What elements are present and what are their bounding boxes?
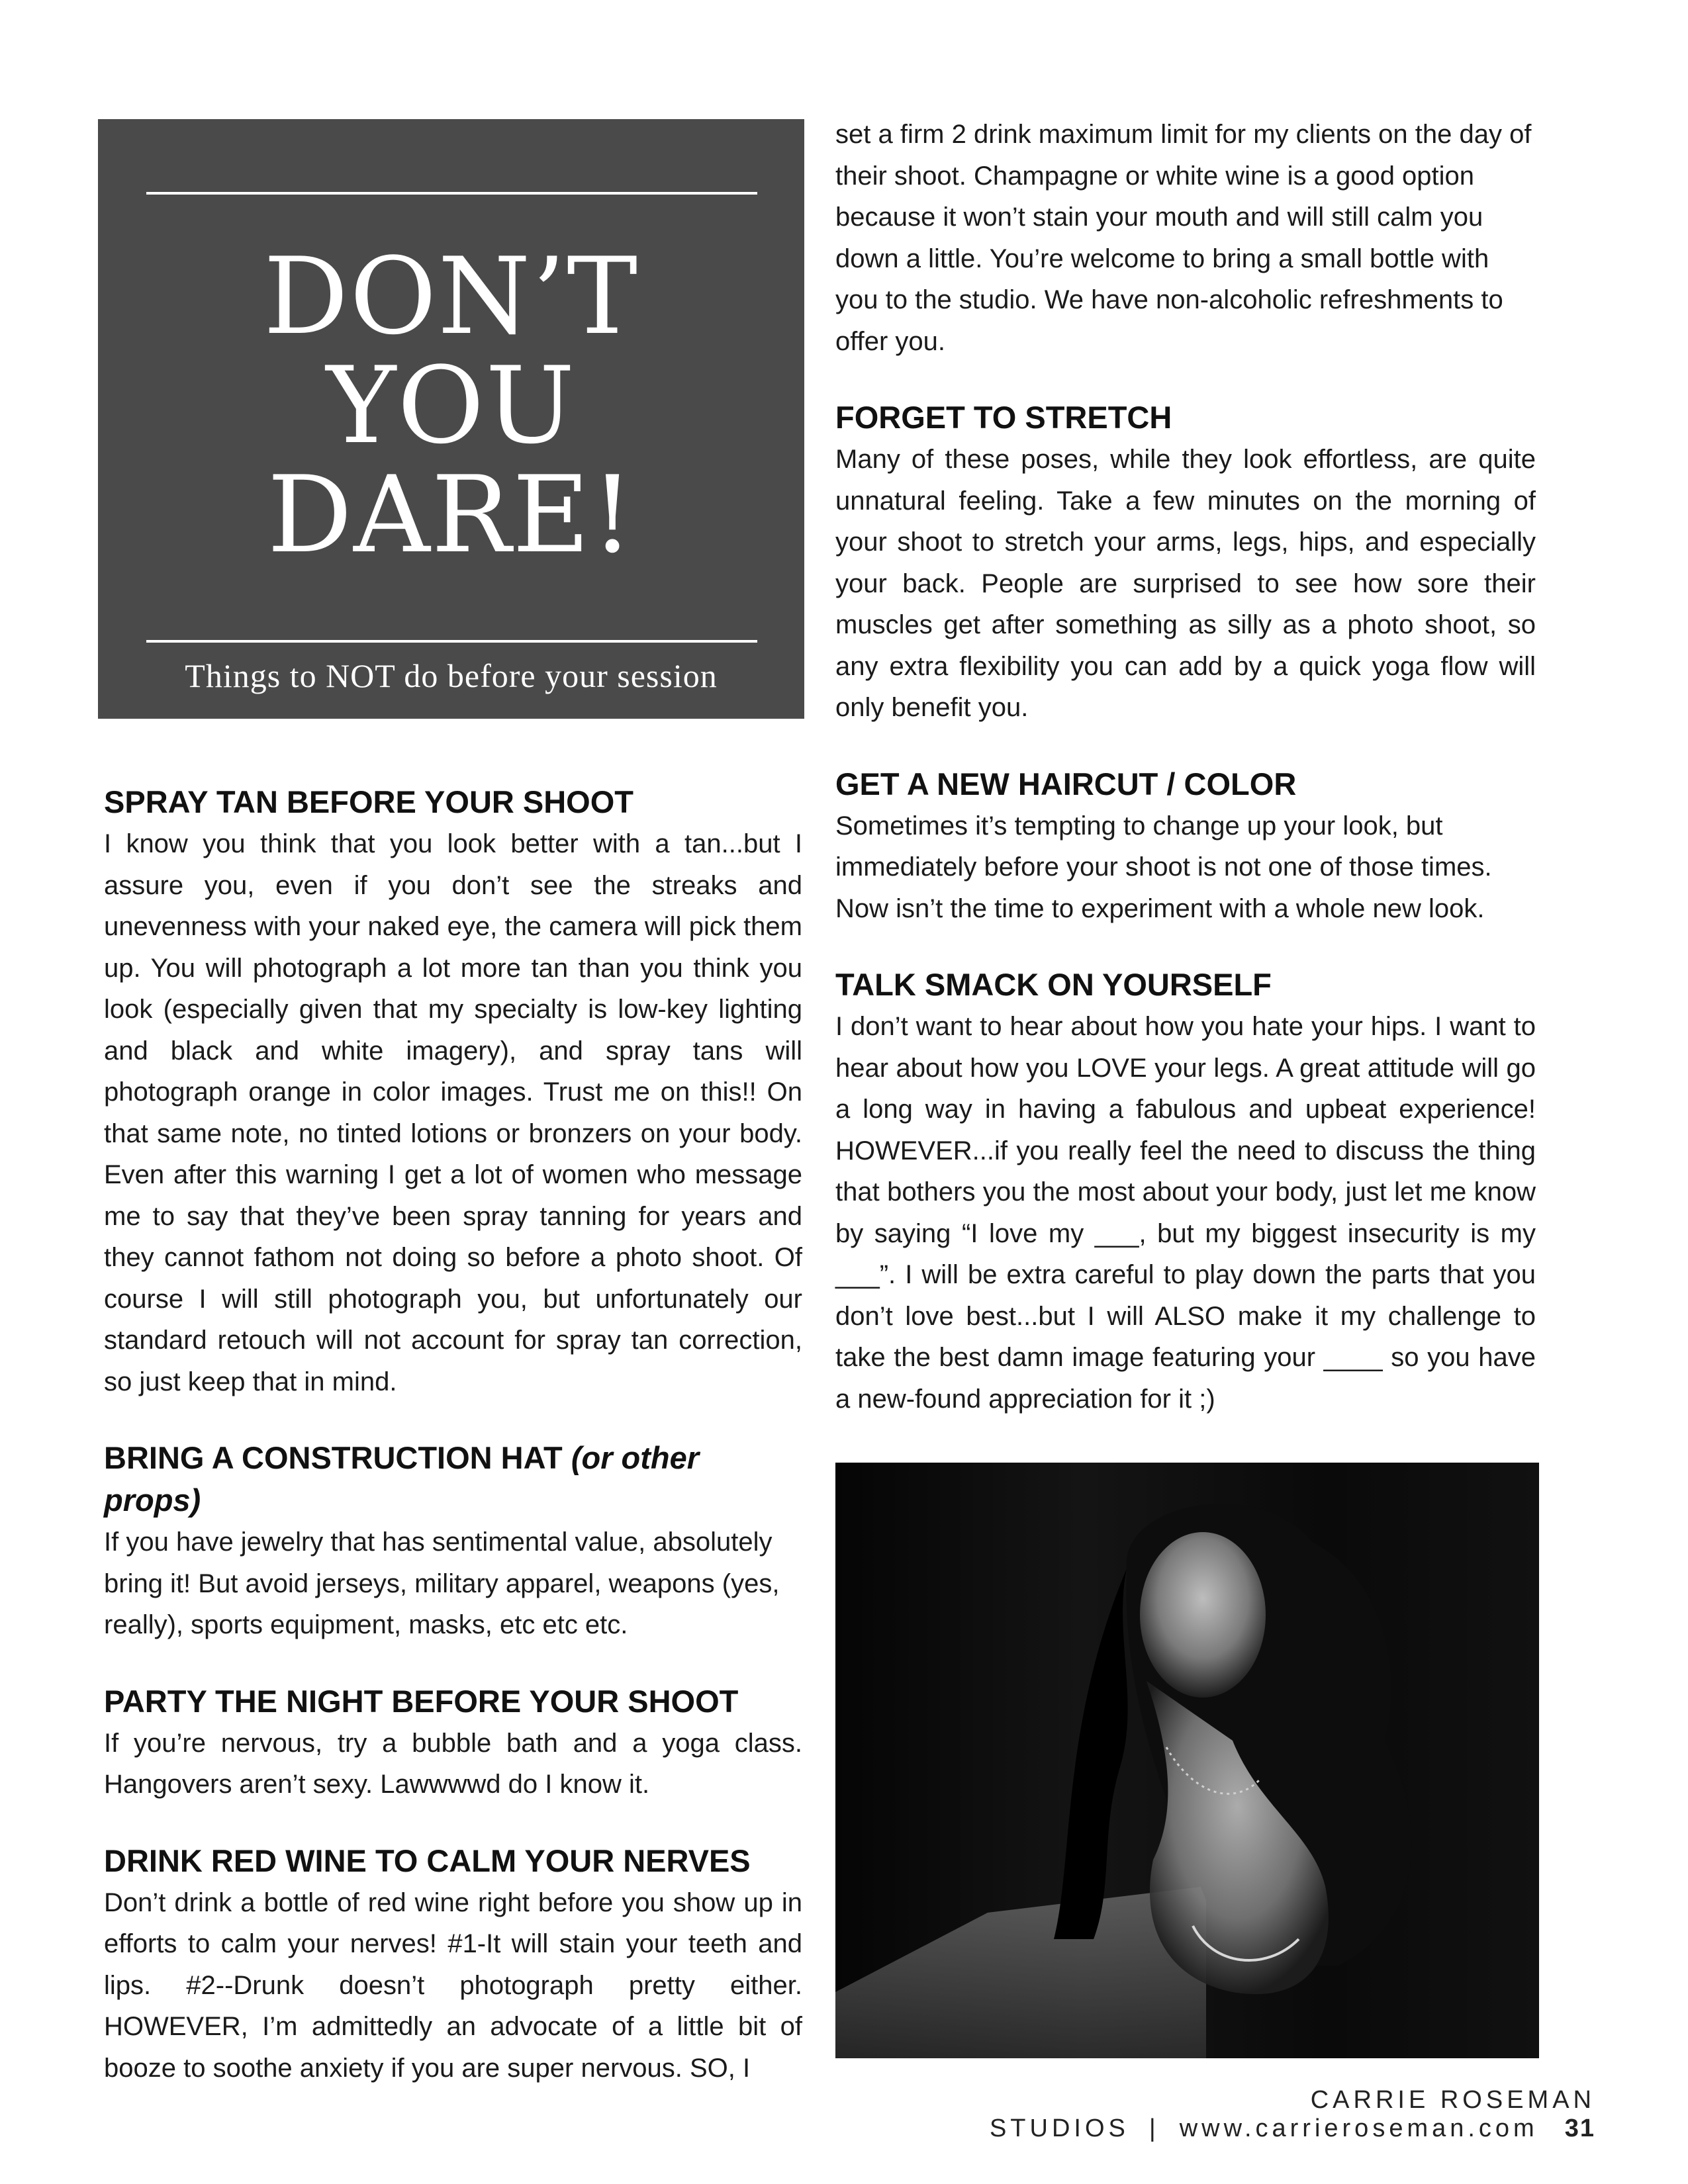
right-column bbox=[835, 114, 1536, 1454]
section-stretch bbox=[835, 396, 1536, 729]
portrait-photo bbox=[835, 1463, 1539, 2058]
left-column bbox=[104, 781, 802, 2123]
section-body: Sometimes it’s tempting to change up your look, but immediately before your shoot is not one of those times. Now isn’t the time to experiment with a whole new look. bbox=[835, 811, 1492, 923]
footer-separator: | bbox=[1149, 2115, 1160, 2142]
heading-text: BRING A CONSTRUCTION HAT bbox=[104, 1440, 563, 1475]
section-body: Don’t drink a bottle of red wine right before you show up in efforts to calm your nerves! #1-It will stain your teeth and lips. #2--Drunk doesn’t photograph pretty either. HOWEVER, I’m admittedly an advocate of a little bit of booze to soothe anxiety if you are super nervous. SO, I bbox=[104, 1888, 802, 2083]
section-heading: TALK SMACK ON YOURSELF bbox=[835, 967, 1272, 1002]
title-line: DARE! bbox=[267, 453, 635, 576]
title-line: YOU bbox=[326, 343, 577, 467]
page-title bbox=[98, 234, 804, 576]
title-line: DON’T bbox=[263, 234, 639, 358]
title-rule-top bbox=[146, 192, 757, 195]
section-body: I don’t want to hear about how you hate your hips. I want to hear about how you LOVE your legs. A great attitude will go a long way in having a fabulous and upbeat experience! HOWEVER...if you really feel the need to discuss the thing that bothers you the most about your body, just let me know by saying “I love my ___, but my biggest insecurity is my ___”. I will be extra careful to play down the parts that you don’t love best...but I will ALSO make it my challenge to take the best damn image featuring your ____ so you have a new-found appreciation for it ;) bbox=[835, 1012, 1536, 1414]
title-box bbox=[98, 119, 804, 719]
section-party bbox=[104, 1680, 802, 1805]
section-heading: FORGET TO STRETCH bbox=[835, 400, 1172, 435]
footer-website-link[interactable]: www.carrieroseman.com bbox=[1179, 2115, 1538, 2142]
section-heading: GET A NEW HAIRCUT / COLOR bbox=[835, 766, 1297, 801]
section-red-wine bbox=[104, 1840, 802, 2089]
section-heading: DRINK RED WINE TO CALM YOUR NERVES bbox=[104, 1843, 751, 1878]
section-heading: SPRAY TAN BEFORE YOUR SHOOT bbox=[104, 784, 634, 819]
section-body: If you’re nervous, try a bubble bath and a yoga class. Hangovers aren’t sexy. Lawwwwd do I know it. bbox=[104, 1728, 802, 1799]
section-haircut bbox=[835, 763, 1536, 930]
heading-italic-text: (or other props) bbox=[104, 1440, 700, 1518]
section-spray-tan bbox=[104, 781, 802, 1402]
page-subtitle: Things to NOT do before your session bbox=[185, 657, 718, 694]
section-construction-hat bbox=[104, 1437, 802, 1646]
page-footer bbox=[695, 2086, 1595, 2143]
footer-studio-name: CARRIE ROSEMAN STUDIOS bbox=[989, 2086, 1595, 2142]
section-continuation bbox=[835, 114, 1536, 362]
portrait-photo-graphic bbox=[835, 1463, 1539, 2058]
section-body: Many of these poses, while they look effortless, are quite unnatural feeling. Take a few minutes on the morning of your shoot to stretch your arms, legs, hips, and especially your back. People are surprised to see how sore their muscles get after something as silly as a photo shoot, so any extra flexibility you can add by a quick yoga flow will only benefit you. bbox=[835, 445, 1536, 722]
section-body: I know you think that you look better with a tan...but I assure you, even if you don’t see the streaks and unevenness with your naked eye, the camera will pick them up. You will photograph a lot more tan than you think you look (especially given that my specialty is low-key lighting and black and white imagery), and spray tans will photograph orange in color images. Trust me on this!! On that same note, no tinted lotions or bronzers on your body. Even after this warning I get a lot of women who message me to say that they’ve been spray tanning for years and they cannot fathom not doing so before a photo shoot. Of course I will still photograph you, but unfortunately our standard retouch will not account for spray tan correction, so just keep that in mind. bbox=[104, 829, 802, 1396]
section-body: If you have jewelry that has sentimental value, absolutely bring it! But avoid jerseys, military apparel, weapons (yes, really), sports equipment, masks, etc etc etc. bbox=[104, 1527, 780, 1639]
section-talk-smack bbox=[835, 964, 1536, 1420]
section-heading bbox=[104, 1437, 802, 1522]
page-number: 31 bbox=[1564, 2115, 1595, 2142]
title-rule-bottom bbox=[146, 640, 757, 643]
section-heading: PARTY THE NIGHT BEFORE YOUR SHOOT bbox=[104, 1683, 739, 1719]
continuation-body: set a firm 2 drink maximum limit for my clients on the day of their shoot. Champagne or white wine is a good option because it won’t stain your mouth and will still calm you down a little. You’re welcome to bring a small bottle with you to the studio. We have non-alcoholic refreshments to offer you. bbox=[835, 120, 1532, 356]
